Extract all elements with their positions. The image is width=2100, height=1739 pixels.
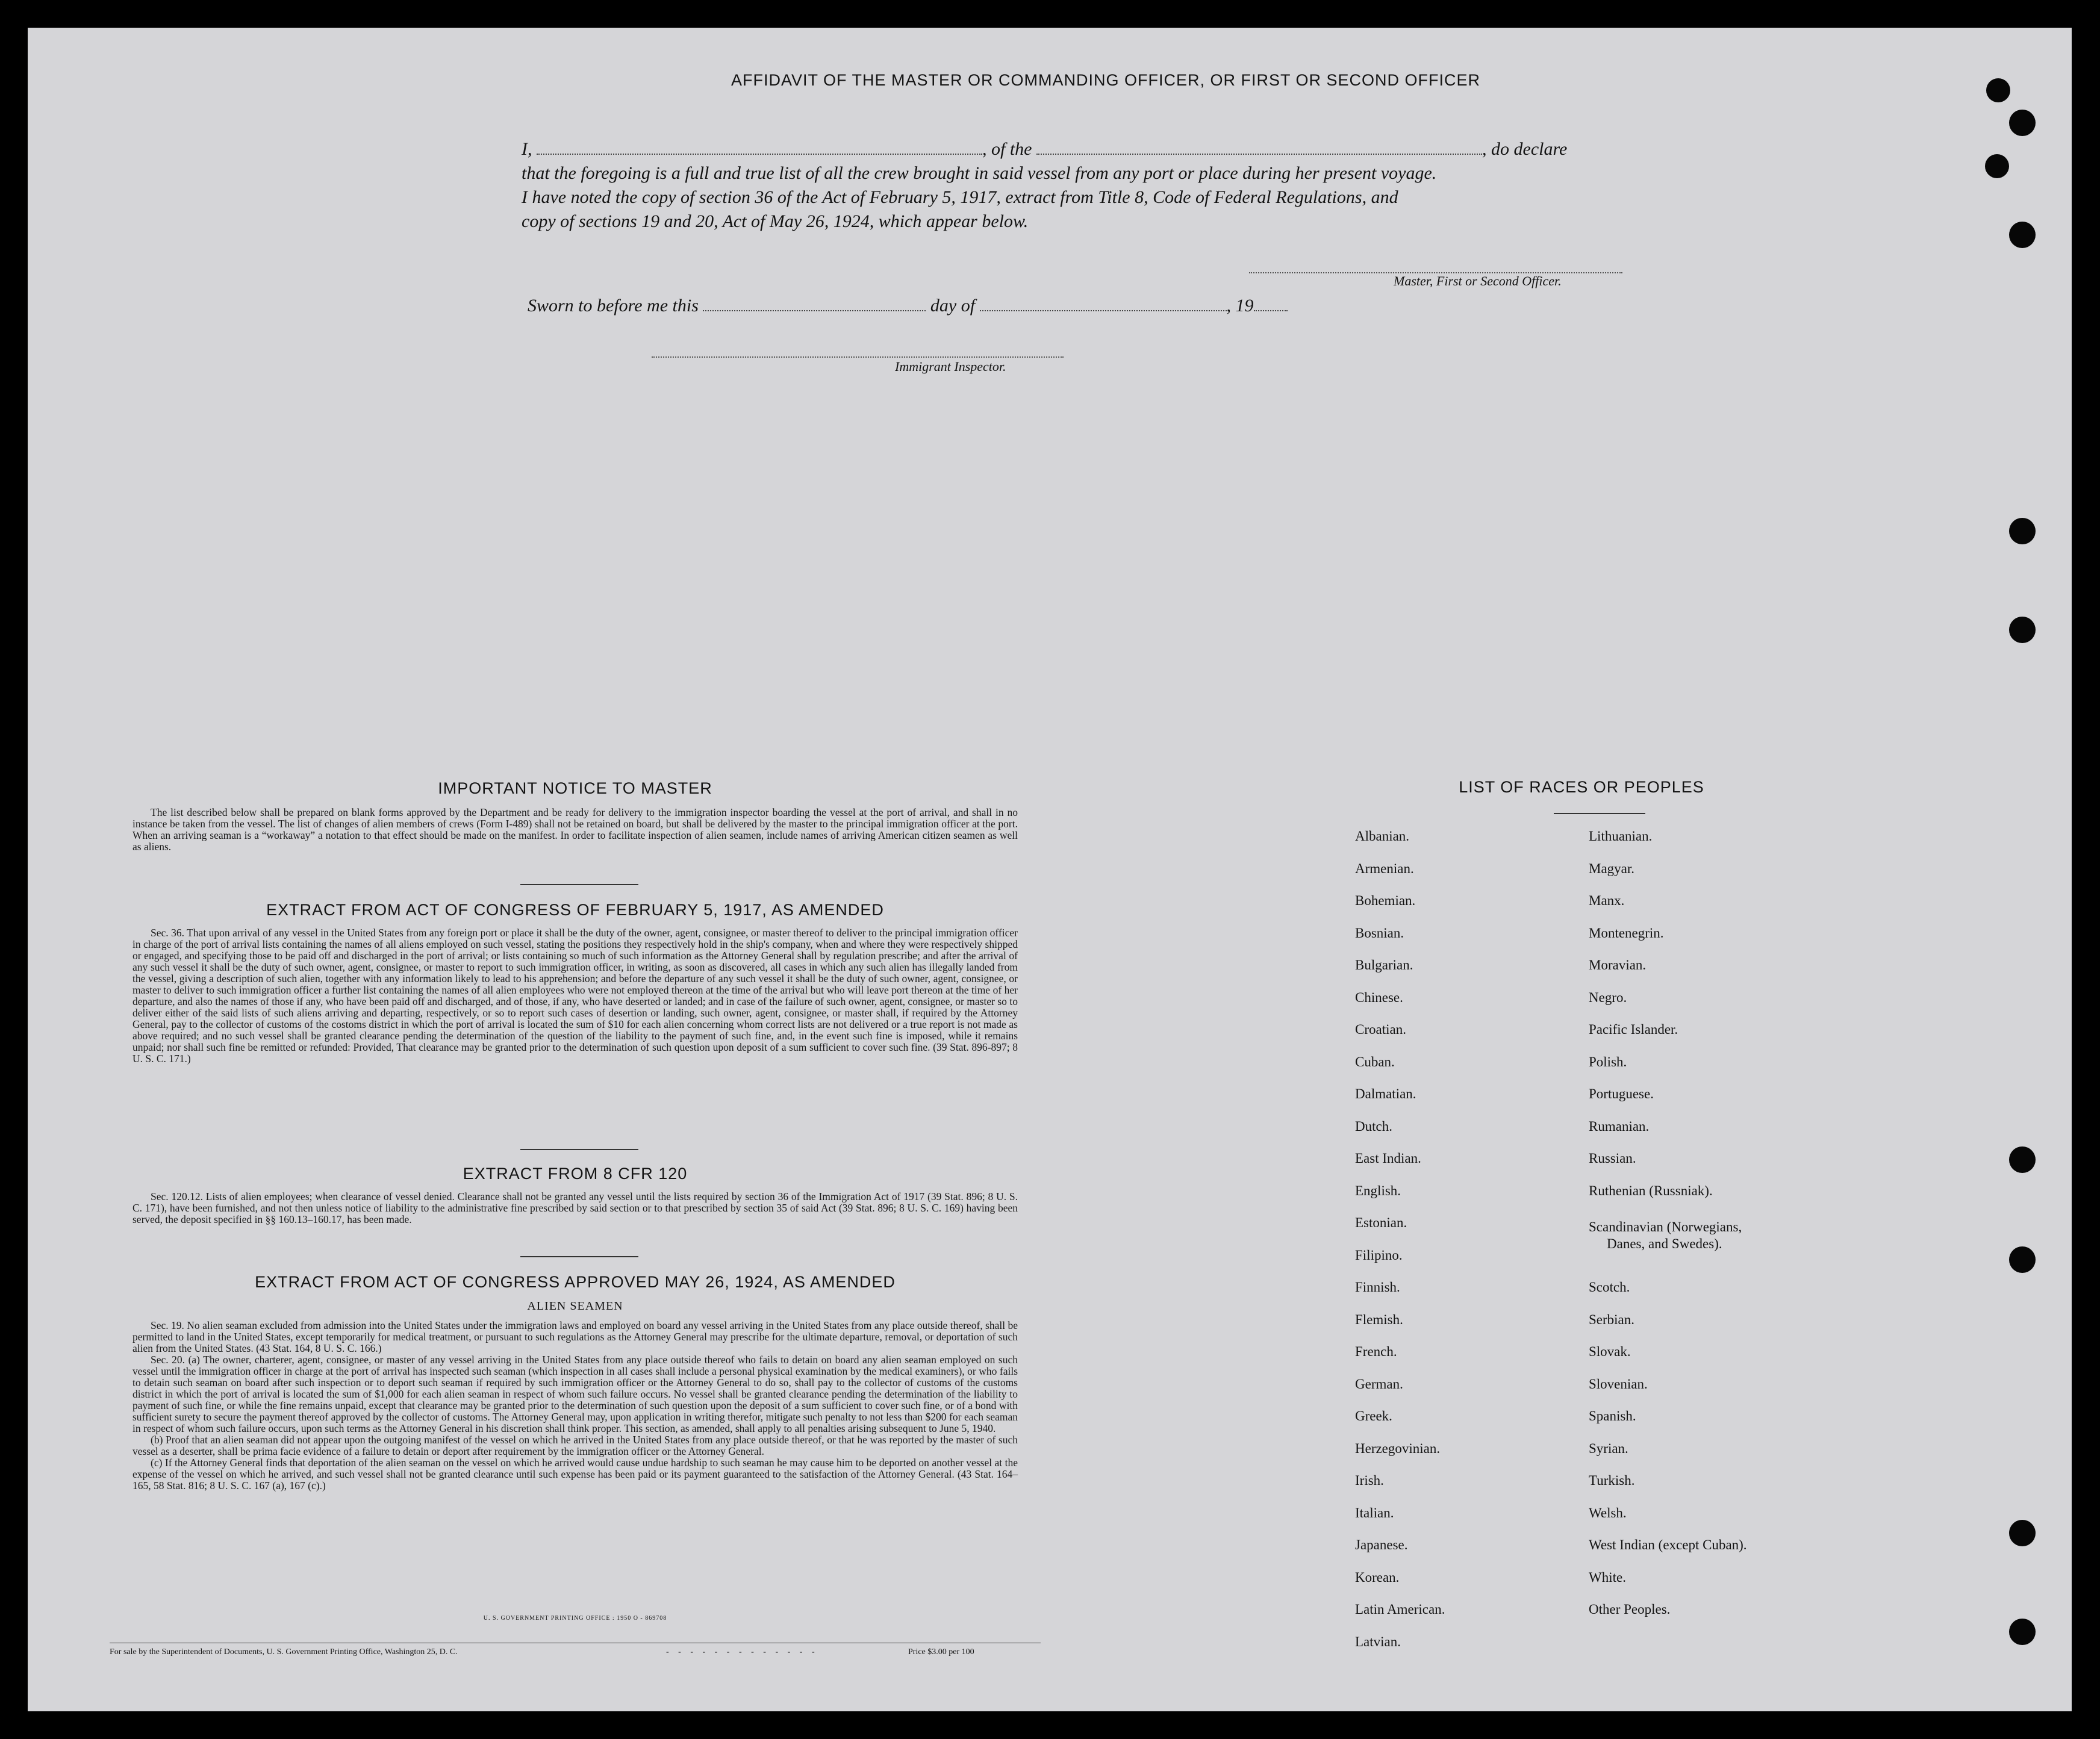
- list-item: Moravian.: [1589, 957, 1647, 972]
- list-item: Pacific Islander.: [1589, 1022, 1678, 1037]
- extract-1924-subtitle: ALIEN SEAMEN: [527, 1299, 623, 1313]
- affidavit-line2: that the foregoing is a full and true list of all the crew brought in said vessel from any port or place during her present voyage.: [522, 163, 1437, 183]
- affidavit-do-declare: , do declare: [1482, 139, 1568, 159]
- list-item: Croatian.: [1355, 1022, 1406, 1037]
- punch-hole: [2009, 1246, 2036, 1273]
- races-title-rule: [1554, 813, 1645, 814]
- list-item: Estonian.: [1355, 1215, 1407, 1230]
- footer-price: Price $3.00 per 100: [908, 1647, 974, 1657]
- list-item: White.: [1589, 1569, 1626, 1585]
- list-item: Spanish.: [1589, 1408, 1636, 1423]
- extract-cfr-title: EXTRACT FROM 8 CFR 120: [463, 1165, 688, 1183]
- punch-hole: [1986, 78, 2010, 102]
- extract-1917-text: Sec. 36. That upon arrival of any vessel in the United States from any foreign port or place it shall be the duty of the owner, agent, consignee, or master thereof to deliver to the principal immigration officer in charge of the port of arrival lists containing the names of all aliens employed on such vessel, stating the positions they respectively hold in the ship's company, when and where they were respectively shipped or engaged, and specifying those to be paid off and discharged in the port of arrival; or lists containing so much of such information as the Attorney General shall by regulation prescribe; and after the arrival of any such vessel it shall be the duty of such owner, agent, consignee, or master to report to such immigration officer, in writing, as soon as discovered, all cases in which any such alien has illegally landed from the vessel, giving a description of such alien, together with any information likely to lead to his apprehension; and before the departure of any such vessel it shall be the duty of such owner, agent, consignee, or master to deliver to such immigration officer a further list containing the names of all alien employees who were not employed thereon at the time of the arrival but who will leave port thereon at the time of her departure, and also the names of those if any, who have been paid off and discharged, and of those, if any, who have deserted or landed; and in case of the failure of such owner, agent, consignee, or master so to deliver either of the said lists of such aliens arriving and departing, respectively, or so to report such cases of desertion or landing, such owner, agent, consignee, or master shall, if required by the Attorney General, pay to the collector of customs of the costoms district in which the port of arrival is located the sum of $10 for each alien concerning whom correct lists are not delivered or a true report is not made as above required; and no such vessel shall be granted clearance pending the determination of the question of the liability to the payment of such fine, and, in the event such fine is imposed, while it remains unpaid; nor shall such fine be remitted or refunded: Provided, That clearance may be granted prior to the determination of such question upon deposit of a sum sufficient to cover such fine. (39 Stat. 896-897; 8 U. S. C. 171.): [132, 927, 1018, 1065]
- punch-hole: [2009, 1619, 2036, 1645]
- list-item: English.: [1355, 1183, 1401, 1198]
- list-item-line: Danes, and Swedes).: [1607, 1236, 1722, 1251]
- list-item: Latvian.: [1355, 1634, 1401, 1649]
- list-item: Russian.: [1589, 1151, 1636, 1166]
- sworn-date-blank-field[interactable]: [703, 297, 926, 311]
- list-item: Bulgarian.: [1355, 957, 1413, 972]
- list-item: [1589, 1215, 1747, 1280]
- affidavit-title: AFFIDAVIT OF THE MASTER OR COMMANDING OFFICER, OR FIRST OR SECOND OFFICER: [731, 71, 1481, 89]
- sworn-year-blank-field[interactable]: [1254, 297, 1288, 311]
- list-item: Italian.: [1355, 1505, 1394, 1520]
- sworn-line: [528, 294, 1660, 318]
- inspector-signature-line[interactable]: [652, 356, 1064, 358]
- vessel-blank-field[interactable]: [1036, 140, 1482, 155]
- section-20c-paragraph: (c) If the Attorney General finds that deportation of the alien seaman on the vessel on which he arrived would cause undue hardship to such seaman he may cause him to be deported on another vessel at the expense of the vessel on which he arrived, and such vessel shall not be granted clearance until such expense has been paid or its payment guaranteed to the satisfaction of the Attorney General. (43 Stat. 164–165, 58 Stat. 816; 8 U. S. C. 167 (a), 167 (c).): [132, 1457, 1018, 1492]
- list-item: German.: [1355, 1376, 1403, 1392]
- list-item: Negro.: [1589, 989, 1627, 1005]
- sworn-month-blank-field[interactable]: [980, 297, 1227, 311]
- punch-hole: [2009, 110, 2036, 136]
- list-item: Welsh.: [1589, 1505, 1627, 1520]
- footer-dashes: - - - - - - - - - - - - -: [666, 1647, 818, 1657]
- sworn-year: , 19: [1226, 296, 1254, 316]
- list-item: Japanese.: [1355, 1537, 1408, 1552]
- extract-1924-text: [132, 1320, 1018, 1492]
- list-item: West Indian (except Cuban).: [1589, 1537, 1747, 1552]
- list-item: Korean.: [1355, 1569, 1400, 1585]
- list-item: Bohemian.: [1355, 893, 1416, 908]
- list-item: Polish.: [1589, 1054, 1627, 1069]
- affidavit-line1-start: I,: [522, 139, 532, 159]
- list-item: Syrian.: [1589, 1440, 1628, 1456]
- list-item: Serbian.: [1589, 1311, 1635, 1327]
- inspector-caption: Immigrant Inspector.: [895, 359, 1006, 374]
- punch-hole: [1985, 154, 2009, 178]
- section-20a-paragraph: Sec. 20. (a) The owner, charterer, agent, consignee, or master of any vessel arriving in the United States from any place outside thereof who fails to detain on board any alien seaman employed on such vessel until the immigration officer in charge at the port of arrival has inspected such seaman (which inspection in all cases shall include a personal physical examination by the medical examiners), or who fails to detain such seaman on board after such inspection or to deport such seaman if required by such immigration officer or the Attorney General to do so, shall pay to the collector of customs of the customs district in which the port of arrival is located the sum of $1,000 for each alien seaman in respect of whom such failure occurs. No vessel shall be granted clearance pending the determination of the liability to payment of such fine, or while the fine remains unpaid, except that clearance may be granted prior to the determination of such question upon the deposit of a sum sufficient to cover such fine, or of a bond with sufficient surety to secure the payment thereof approved by the collector of customs. The Attorney General may, upon application in writing therefor, mitigate such penalty to not less than $200 for each seaman in respect of whom such failure occurs, upon such terms as the Attorney General in his discretion shall think proper. This section, as amended, shall apply to all penalties arising subsequent to June 5, 1940.: [132, 1354, 1018, 1434]
- punch-hole: [2009, 617, 2036, 643]
- list-item: Herzegovinian.: [1355, 1440, 1441, 1456]
- list-item: Dutch.: [1355, 1118, 1392, 1134]
- punch-hole: [2009, 1146, 2036, 1173]
- officer-caption: Master, First or Second Officer.: [1394, 273, 1562, 288]
- races-column-1: [1355, 829, 1445, 1666]
- affidavit-declaration-line: [522, 137, 1654, 161]
- punch-hole: [2009, 222, 2036, 248]
- affidavit-line3: I have noted the copy of section 36 of the Act of February 5, 1917, extract from Title 8, Code of Federal Regulations, and: [522, 187, 1398, 207]
- list-item: Turkish.: [1589, 1473, 1635, 1488]
- printing-office-imprint: U. S. GOVERNMENT PRINTING OFFICE : 1950 O - 869708: [483, 1615, 667, 1622]
- list-item: Manx.: [1589, 893, 1625, 908]
- notice-text: The list described below shall be prepared on blank forms approved by the Department and be ready for delivery to the immigration inspector boarding the vessel at the port of arrival, and shall in no instance be taken from the vessel. The list of changes of alien members of crews (Form I-489) shall not be retained on board, but shall be delivered by the master to the principal immigration officer at the port. When an arriving seaman is a “workaway” a notation to that effect should be made on the manifest. In order to facilitate inspection of alien seamen, include names of arriving American citizen seamen as well as aliens.: [132, 806, 1018, 853]
- list-item: Latin American.: [1355, 1602, 1445, 1617]
- extract-1917-title: EXTRACT FROM ACT OF CONGRESS OF FEBRUARY 5, 1917, AS AMENDED: [266, 901, 884, 919]
- punch-hole: [2009, 1520, 2036, 1546]
- list-item: Filipino.: [1355, 1247, 1403, 1263]
- list-item: Bosnian.: [1355, 925, 1404, 941]
- list-item: Armenian.: [1355, 860, 1414, 876]
- sworn-day-of: day of: [930, 296, 976, 316]
- races-title: LIST OF RACES OR PEOPLES: [1459, 778, 1704, 796]
- list-item: Scotch.: [1589, 1280, 1630, 1295]
- list-item: Chinese.: [1355, 989, 1403, 1005]
- list-item: Lithuanian.: [1589, 829, 1653, 844]
- punch-hole: [2009, 518, 2036, 544]
- list-item: Finnish.: [1355, 1280, 1400, 1295]
- footer-sale-notice: For sale by the Superintendent of Documents, U. S. Government Printing Office, Washington 25, D. C.: [110, 1647, 458, 1657]
- list-item: Flemish.: [1355, 1311, 1403, 1327]
- list-item: Magyar.: [1589, 860, 1635, 876]
- list-item-line: Scandinavian (Norwegians,: [1589, 1219, 1742, 1234]
- sworn-start: Sworn to before me this: [528, 296, 699, 316]
- extract-cfr-text: Sec. 120.12. Lists of alien employees; when clearance of vessel denied. Clearance shall not be granted any vessel until the lists required by section 36 of the Immigration Act of 1917 (39 Stat. 896; 8 U. S. C. 171), have been furnished, and not then unless notice of liability to the administrative fine prescribed by said section or to that prescribed by section 35 of said Act (39 Stat. 896; 8 U. S. C. 169) having been served, the deposit specified in §§ 160.13–160.17, has been made.: [132, 1190, 1018, 1225]
- notice-title: IMPORTANT NOTICE TO MASTER: [438, 779, 712, 797]
- affidavit-line4: copy of sections 19 and 20, Act of May 26, 1924, which appear below.: [522, 211, 1029, 231]
- list-item: Cuban.: [1355, 1054, 1395, 1069]
- list-item: Montenegrin.: [1589, 925, 1664, 941]
- list-item: Ruthenian (Russniak).: [1589, 1183, 1713, 1198]
- list-item: Other Peoples.: [1589, 1602, 1671, 1617]
- name-blank-field[interactable]: [537, 140, 982, 155]
- list-item: Irish.: [1355, 1473, 1384, 1488]
- list-item: French.: [1355, 1344, 1397, 1359]
- section-divider: [520, 1256, 638, 1257]
- list-item: Greek.: [1355, 1408, 1392, 1423]
- affidavit-of-the: , of the: [982, 139, 1032, 159]
- section-divider: [520, 884, 638, 885]
- list-item: Dalmatian.: [1355, 1086, 1416, 1101]
- list-item: Albanian.: [1355, 829, 1410, 844]
- list-item: Portuguese.: [1589, 1086, 1654, 1101]
- list-item: Slovak.: [1589, 1344, 1631, 1359]
- section-20b-paragraph: (b) Proof that an alien seaman did not appear upon the outgoing manifest of the vessel on which he arrived in the United States from any place outside thereof, or that he was reported by the master of such vessel as a deserter, shall be prima facie evidence of a failure to detain or deport after requirement by the immigration officer or the Attorney General.: [132, 1434, 1018, 1457]
- list-item: East Indian.: [1355, 1151, 1421, 1166]
- extract-1924-title: EXTRACT FROM ACT OF CONGRESS APPROVED MAY 26, 1924, AS AMENDED: [255, 1273, 896, 1291]
- document-page: [28, 28, 2072, 1711]
- section-divider: [520, 1149, 638, 1150]
- races-column-2: [1589, 829, 1747, 1634]
- list-item: Slovenian.: [1589, 1376, 1648, 1392]
- list-item: Rumanian.: [1589, 1118, 1650, 1134]
- section-19-paragraph: Sec. 19. No alien seaman excluded from admission into the United States under the immigration laws and employed on board any vessel arriving in the United States from any place outside thereof, shall be permitted to land in the United States, except temporarily for medical treatment, or pursuant to such regulations as the Attorney General may prescribe for the ultimate departure, removal, or deportation of such alien from the United States. (43 Stat. 164, 8 U. S. C. 166.): [132, 1319, 1018, 1354]
